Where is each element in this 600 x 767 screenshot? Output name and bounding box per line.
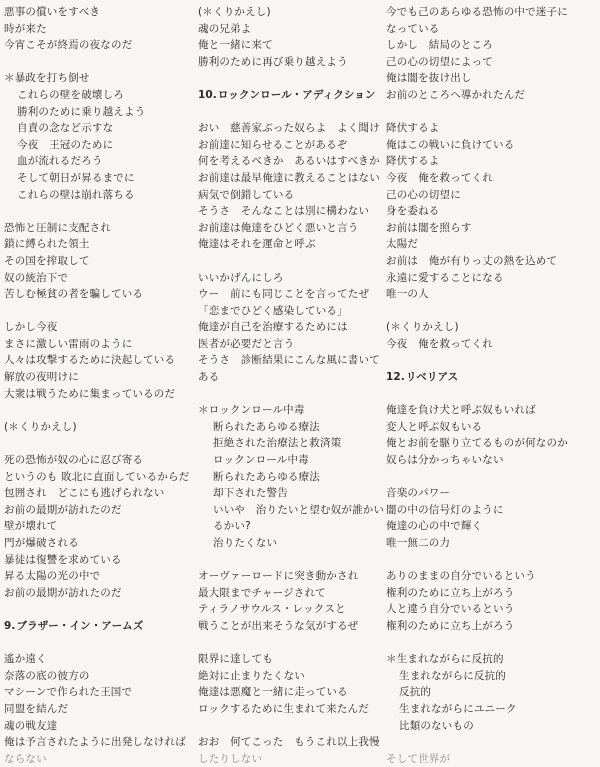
lyric-line: 勝利のために乗り越えよう (17, 105, 146, 118)
lyric-line: 却下された警告 (213, 487, 288, 500)
lyric-line: 「恋までひどく感染している」 (198, 304, 348, 317)
lyric-line: おお 何てこった もうこれ以上我慢 (198, 736, 380, 749)
lyric-line: 昇る太陽の光の中で (4, 570, 101, 583)
lyric-line: 遙か遠く (4, 653, 47, 666)
lyric-line: そうさ 診断結果にこんな風に書いて (198, 354, 380, 367)
lyric-line: 闇の中の信号灯のように (386, 503, 504, 516)
lyric-line: 唯一の人 (386, 288, 429, 301)
lyric-line: 断られたあらゆる療法 (213, 470, 320, 483)
lyric-line: 俺と一緒に来て (198, 39, 273, 52)
stanza-gap (198, 70, 388, 87)
lyric-line: 降伏するよ (386, 122, 440, 135)
lyric-line: (＊くりかえし) (198, 6, 271, 18)
lyric-line: そして朝日が昇るまでに (17, 171, 135, 184)
lyric-line: 戦うことが出来そうな気がするぜ (198, 619, 359, 632)
lyric-line: 暴徒は復讐を求めている (4, 553, 122, 566)
lyric-line: 俺はこの戦いに負けている (386, 138, 515, 151)
lyric-line: ウー 前にも同じことを言ってたぜ (198, 288, 370, 301)
lyric-line: 比類のないもの (399, 719, 474, 732)
song-number: 12. (386, 371, 405, 384)
lyric-line: (＊くりかえし) (4, 420, 77, 433)
lyric-line: 恐怖と圧制に支配され (4, 221, 111, 234)
stanza-gap (198, 253, 388, 270)
lyric-line: 俺達はそれを運命と呼ぶ (198, 238, 316, 251)
lyric-line: ありのままの自分でいるという (386, 570, 536, 583)
lyric-line: お前は闇を照らす (386, 221, 472, 234)
stanza-gap (4, 402, 194, 419)
lyric-line: お前達は最早俺達に教えることはない (198, 171, 380, 184)
lyric-line: 断られたあらゆる療法 (213, 420, 320, 433)
lyric-line: これらの壁を破壊しろ (17, 88, 124, 101)
lyric-line: というのも 敗北に直面しているからだ (4, 470, 190, 483)
lyric-line: 解放の夜明けに (4, 371, 79, 384)
stanza-gap (386, 734, 576, 751)
lyric-line: そして世界が (386, 752, 451, 765)
lyric-line: 限界に達しても (198, 653, 273, 666)
lyric-line: 死の恐怖が奴の心に忍び寄る (4, 454, 144, 467)
lyric-line: るかい? (213, 520, 251, 533)
lyrics-column-1 (4, 4, 194, 767)
lyrics-column-2 (198, 4, 388, 767)
lyric-line: 今宵こそが終焉の夜なのだ (4, 39, 133, 52)
lyric-line: なっている (386, 22, 440, 35)
lyric-line: 今夜 俺を救ってくれ (386, 171, 493, 184)
lyric-line: お前の最期が訪れたのだ (4, 503, 122, 516)
stanza-gap (4, 435, 194, 452)
song-heading (4, 618, 194, 635)
lyric-line: 生まれながらに反抗的 (399, 669, 506, 682)
stanza-gap (386, 386, 576, 403)
lyric-line: 勝利のために再び乗り越えよう (198, 55, 348, 68)
lyric-line: 医者が必要だと言う (198, 337, 295, 350)
lyric-line: 太陽だ (386, 238, 419, 251)
lyric-line: 今でも己のあらゆる恐怖の中で迷子に (386, 6, 568, 18)
lyric-line: ロックンロール中毒 (213, 454, 309, 467)
song-title: ブラザー・イン・アームズ (16, 619, 144, 632)
lyric-line: 俺は闇を抜け出し (386, 72, 472, 85)
lyric-line: 血が流れるだろう (17, 155, 103, 168)
lyrics-column-3 (386, 4, 576, 767)
lyric-line: お前は 俺が有りっ丈の熱を込めて (386, 254, 558, 267)
lyric-line: 権利のために立ち上がろう (386, 619, 515, 632)
lyric-line: 奈落の底の彼方の (4, 669, 90, 682)
stanza-gap (386, 469, 576, 486)
lyric-line: 病気で倒錯している (198, 188, 295, 201)
song-title: ロックンロール・アディクション (217, 88, 376, 101)
lyric-line: 権利のために立ち上がろう (386, 586, 515, 599)
stanza-gap (198, 552, 388, 569)
lyric-line: ティラノサウルス・レックスと (198, 603, 346, 616)
lyric-line: 俺達を負け犬と呼ぶ奴もいれば (386, 404, 536, 417)
lyric-line: 反抗的 (399, 686, 432, 699)
lyric-line: 治りたくない (213, 537, 278, 549)
lyric-line: ＊暴政を打ち倒せ (4, 72, 90, 85)
lyric-line: おい 慈善家ぶった奴らよ よく聞け (198, 122, 380, 135)
lyric-line: 音楽のパワー (386, 487, 451, 500)
lyric-line: 何を考えるべきか あるいはすべきか (198, 155, 380, 168)
stanza-gap (386, 104, 576, 121)
stanza-gap (4, 54, 194, 71)
stanza-gap (4, 203, 194, 220)
lyric-line: お前達に知らせることがあるぞ (198, 138, 348, 151)
lyric-line: 生まれながらにユニーク (399, 702, 517, 715)
lyric-line: その国を搾取して (4, 254, 90, 267)
stanza-gap (198, 386, 388, 403)
song-title: リベリアス (405, 371, 459, 384)
lyric-line: 身を委ねる (386, 205, 440, 218)
lyric-line: 永遠に愛することになる (386, 271, 504, 284)
lyric-line: 鎖に縛られた領土 (4, 238, 90, 251)
stanza-gap (198, 635, 388, 652)
lyric-line: いいかげんにしろ (198, 271, 284, 284)
lyric-line: 最大限までチャージされて (198, 586, 326, 599)
lyric-line: 俺達は悪魔と一緒に走っている (198, 686, 348, 699)
lyric-line: 自責の念など示すな (17, 122, 114, 135)
lyric-line: 俺達の心の中で輝く (386, 520, 483, 533)
lyric-line: そうさ そんなことは別に構わない (198, 205, 370, 218)
lyric-line: 俺達が自己を治療するためには (198, 321, 348, 334)
lyric-line: 奴の統治下で (4, 271, 69, 284)
lyric-line: 魂の兄弟よ (198, 22, 252, 35)
lyric-line: お前達は俺達をひどく悪いと言う (198, 221, 359, 234)
stanza-gap (4, 303, 194, 320)
lyric-line: いいや 治りたいと望む奴が誰かい (213, 503, 385, 516)
lyric-line: オーヴァーロードに突き動かされ (198, 570, 359, 583)
lyric-line: 奴らは分かっちゃいない (386, 454, 504, 467)
lyric-line: 悪事の償いをすべき (4, 6, 101, 18)
lyric-line: 変人と呼ぶ奴もいる (386, 420, 483, 433)
lyric-line: しかし今夜 (4, 321, 58, 334)
lyric-line: 魂の戦友達 (4, 719, 58, 732)
lyric-line: したりしない (198, 752, 263, 765)
lyric-line: 俺とお前を駆り立てるものが何なのか (386, 437, 568, 450)
stanza-gap (386, 552, 576, 569)
lyric-line: お前のところへ導かれたんだ (386, 88, 526, 101)
lyric-line: 時が来た (4, 22, 47, 35)
lyric-line: 人と違う自分でいるという (386, 603, 515, 616)
stanza-gap (4, 601, 194, 618)
song-number: 9. (4, 619, 16, 632)
lyric-line: 俺は予言されたように出発しなければ (4, 736, 186, 749)
lyric-line: お前の最期が訪れたのだ (4, 586, 122, 599)
stanza-gap (198, 718, 388, 735)
lyric-line: 人々は攻撃するために決起している (4, 354, 176, 367)
stanza-gap (386, 352, 576, 369)
stanza-gap (198, 104, 388, 121)
stanza-gap (386, 303, 576, 320)
lyric-line: 唯一無二の力 (386, 537, 451, 549)
stanza-gap (386, 635, 576, 652)
lyric-line: 拒絶された治療法と救済策 (213, 437, 342, 450)
lyric-line: 今夜 俺を救ってくれ (386, 337, 493, 350)
lyric-line: ある (198, 371, 220, 384)
lyric-line: マシーンで作られた王国で (4, 686, 133, 699)
lyric-line: しかし 結局のところ (386, 39, 493, 52)
lyric-line: 同盟を結んだ (4, 702, 69, 715)
lyric-line: ロックするために生まれて来たんだ (198, 702, 369, 715)
lyric-line: 大衆は戦うために集まっているのだ (4, 387, 176, 400)
lyric-line: ＊生まれながらに反抗的 (386, 653, 504, 666)
stanza-gap (4, 635, 194, 652)
lyric-line: (＊くりかえし) (386, 321, 459, 334)
lyric-line: 己の心の切望に (386, 188, 461, 201)
song-heading (198, 87, 388, 104)
lyric-line: 降伏するよ (386, 155, 440, 168)
lyric-line: 己の心の切望によって (386, 55, 493, 68)
lyric-line: 絶対に止まりたくない (198, 669, 305, 682)
lyric-line: ＊ロックンロール中毒 (198, 404, 305, 417)
lyric-line: 包囲され どこにも逃げられない (4, 487, 165, 500)
lyric-line: まさに激しい雷雨のように (4, 337, 133, 350)
lyric-line: 苦しむ極貧の者を騙している (4, 288, 144, 301)
lyric-line: 今夜 王冠のために (17, 138, 114, 151)
lyric-line: 門が爆破される (4, 537, 79, 549)
song-heading (386, 369, 576, 386)
lyric-line: 壁が壊れて (4, 520, 58, 533)
song-number: 10. (198, 88, 217, 101)
lyric-line: これらの壁は崩れ落ちる (17, 188, 135, 201)
lyric-line: ならない (4, 752, 47, 765)
